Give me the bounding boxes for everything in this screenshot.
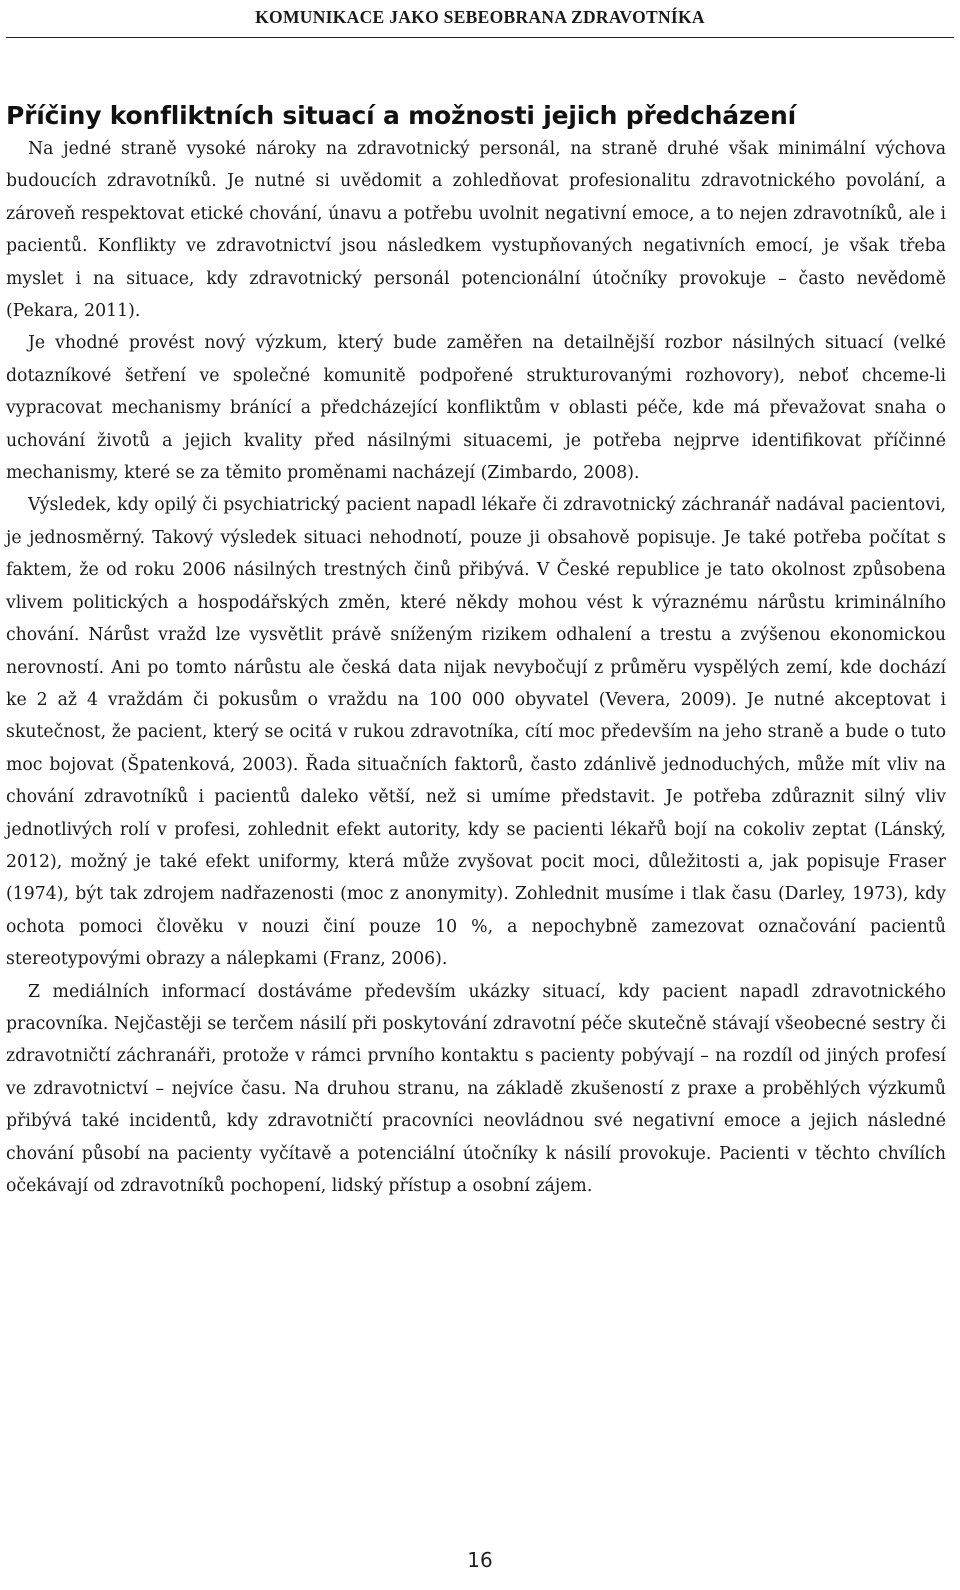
paragraph: Na jedné straně vysoké nároky na zdravotnický personál, na straně druhé však minimální výchova budoucích zdravotníků. Je nutné si uvědomit a zohledňovat profesionalitu zdravotnického povolání, a zároveň respektovat etické chování, únavu a potřebu uvolnit negativní emoce, a to nejen zdravotníků, ale i pacientů. Konflikty ve zdravotnictví jsou následkem vystupňovaných negativních emocí, je však třeba myslet i na situace, kdy zdravotnický personál potencionální útočníky provokuje – často nevědomě (Pekara, 2011). [6, 139, 946, 322]
header-rule [6, 37, 954, 38]
body-text [6, 133, 946, 1202]
section-heading: Příčiny konfliktních situací a možnosti jejich předcházení [6, 101, 797, 130]
paragraph: Z mediálních informací dostáváme především ukázky situací, kdy pacient napadl zdravotnického pracovníka. Nejčastěji se terčem násilí při poskytování zdravotní péče skutečně stávají všeobecné sestry či zdravotničtí záchranáři, protože v rámci prvního kontaktu s pacienty pobývají – na rozdíl od jiných profesí ve zdravotnictví – nejvíce času. Na druhou stranu, na základě zkušeností z praxe a proběhlých výzkumů přibývá také incidentů, kdy zdravotničtí pracovníci neovládnou své negativní emoce a jejich následné chování působí na pacienty vyčítavě a potenciální útočníky k násilí provokuje. Pacienti v těchto chvílích očekávají od zdravotníků pochopení, lidský přístup a osobní zájem. [6, 981, 946, 1196]
running-head: KOMUNIKACE JAKO SEBEOBRANA ZDRAVOTNÍKA [255, 7, 705, 27]
paragraph: Je vhodné provést nový výzkum, který bude zaměřen na detailnější rozbor násilných situací (velké dotazníkové šetření ve společné komunitě podpořené strukturovanými rozhovory), neboť chceme-li vypracovat mechanismy bránící a předcházející konfliktům v oblasti péče, kde má převažovat snaha o uchování životů a jejich kvality před násilnými situacemi, je potřeba nejprve identifikovat příčinné mechanismy, které se za těmito proměnami nacházejí (Zimbardo, 2008). [6, 333, 946, 484]
page-number: 16 [467, 1548, 493, 1572]
paragraph: Výsledek, kdy opilý či psychiatrický pacient napadl lékaře či zdravotnický záchranář nadával pacientovi, je jednosměrný. Takový výsledek situaci nehodnotí, pouze ji obsahově popisuje. Je také potřeba počítat s faktem, že od roku 2006 násilných trestných činů přibývá. V České republice je tato okolnost způsobena vlivem politických a hospodářských změn, které někdy mohou vést k výraznému nárůstu kriminálního chování. Nárůst vražd lze vysvětlit právě sníženým rizikem odhalení a trestu a zvýšenou ekonomickou nerovností. Ani po tomto nárůstu ale česká data nijak nevybočují z průměru vyspělých zemí, kde dochází ke 2 až 4 vraždám či pokusům o vraždu na 100 000 obyvatel (Vevera, 2009). Je nutné akceptovat i skutečnost, že pacient, který se ocitá v rukou zdravotníka, cítí moc především na jeho straně a bude o tuto moc bojovat (Špatenková, 2003). Řada situačních faktorů, často zdánlivě jednoduchých, může mít vliv na chování zdravotníků i pacientů daleko větší, než si umíme představit. Je potřeba zdůraznit silný vliv jednotlivých rolí v profesi, zohlednit efekt autority, kdy se pacienti lékařů bojí na cokoliv zeptat (Lánský, 2012), možný je také efekt uniformy, která může zvyšovat pocit moci, důležitosti a, jak popisuje Fraser (1974), být tak zdrojem nadřazenosti (moc z anonymity). Zohlednit musíme i tlak času (Darley, 1973), kdy ochota pomoci člověku v nouzi činí pouze 10 %, a nepochybně zamezovat označování pacientů stereotypovými obrazy a nálepkami (Franz, 2006). [6, 495, 946, 970]
